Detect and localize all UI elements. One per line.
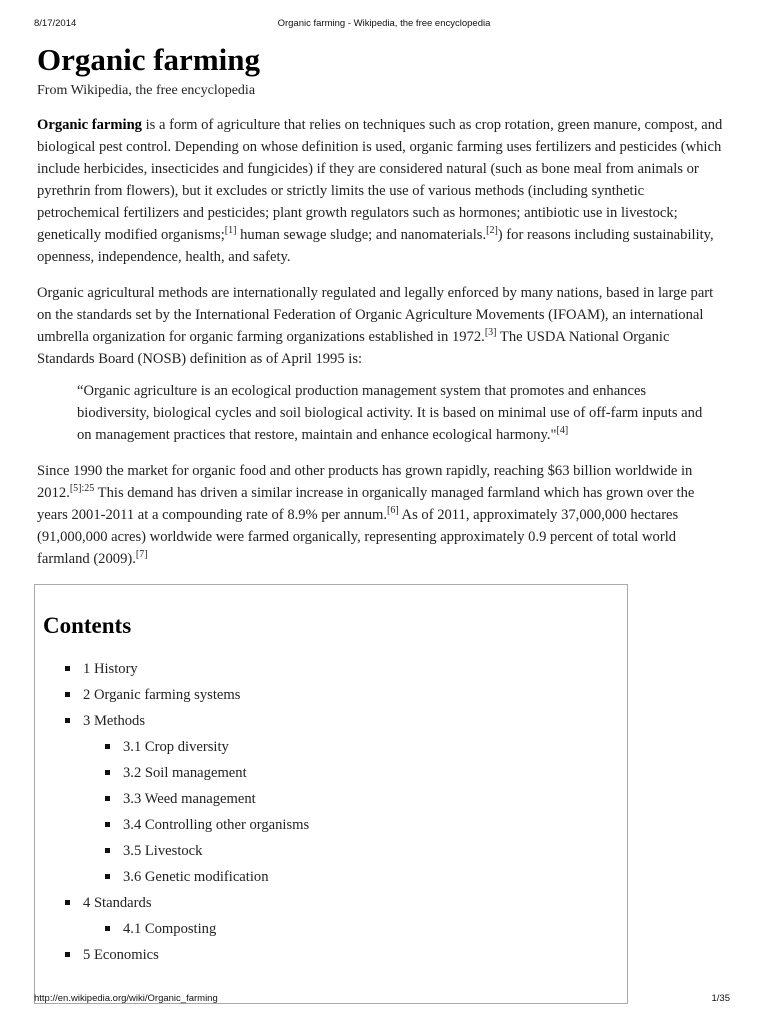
bullet-icon: [105, 822, 110, 827]
paragraph-text: The USDA National Organic Standards Board (NOSB) definition as of April 1995 is:: [37, 329, 670, 367]
bullet-icon: [105, 848, 110, 853]
toc-subitem[interactable]: [35, 916, 627, 942]
toc-subitem[interactable]: [35, 838, 627, 864]
print-date: 8/17/2014: [34, 18, 77, 29]
reference-link[interactable]: [3]: [484, 327, 497, 338]
article-body: [37, 36, 727, 570]
paragraph-text: This demand has driven a similar increase in organically managed farmland which has grown over the years 2001-2011 at a compounding rate of 8.9% per annum.: [37, 485, 695, 523]
paragraph-text: Organic agricultural methods are internationally regulated and legally enforced by many nations, based in large part on the standards set by the International Federation of Organic Agriculture Movements (IFOAM), an international umbrella organization for organic farming organizations established in 1972.: [37, 285, 714, 345]
reference-link[interactable]: [6]: [387, 505, 399, 516]
reference-link[interactable]: [4]: [556, 425, 569, 436]
toc-item[interactable]: [35, 890, 627, 916]
toc-item-label: 3 Methods: [83, 713, 146, 729]
toc-subitem[interactable]: [35, 734, 627, 760]
reference-link[interactable]: [7]: [135, 549, 148, 560]
toc-item-label: 3.5 Livestock: [123, 843, 203, 859]
print-url: http://en.wikipedia.org/wiki/Organic_farming: [34, 993, 218, 1004]
toc-heading: Contents: [43, 613, 132, 638]
bold-term: Organic farming: [37, 117, 142, 133]
toc-item-label: 3.6 Genetic modification: [123, 869, 269, 885]
bullet-icon: [65, 666, 70, 671]
paragraph-text: Since 1990 the market for organic food and other products has grown rapidly, reaching $63 billion worldwide in 2012.: [37, 463, 693, 501]
paragraph-text: As of 2011, approximately 37,000,000 hectares (91,000,000 acres) worldwide were farmed organically, representing approximately 0.9 percent of total world farmland (2009).: [37, 507, 679, 567]
reference-link[interactable]: [5]:25: [69, 483, 95, 494]
toc-item[interactable]: [35, 656, 627, 682]
bullet-icon: [105, 770, 110, 775]
regulation-paragraph: [37, 282, 727, 370]
toc-item[interactable]: [35, 708, 627, 734]
table-of-contents: [34, 584, 628, 1004]
toc-item-label: 3.1 Crop diversity: [123, 739, 229, 755]
toc-item-label: 1 History: [83, 661, 138, 677]
bullet-icon: [105, 744, 110, 749]
paragraph-text: is a form of agriculture that relies on techniques such as crop rotation, green manure, compost, and biological pest control. Depending on whose definition is used, organic farming uses fertilizers and pesticides (which include herbicides, insecticides and fungicides) if they are considered natural (such as bone meal from animals or pyrethrin from flowers), but it excludes or strictly limits the use of various methods (including synthetic petrochemical fertilizers and pesticides; plant growth regulators such as hormones; antibiotic use in livestock; genetically modified organisms;: [37, 117, 723, 243]
toc-subitem[interactable]: [35, 760, 627, 786]
toc-item[interactable]: [35, 682, 627, 708]
toc-subitem[interactable]: [35, 864, 627, 890]
intro-paragraph: [37, 114, 727, 268]
tagline: From Wikipedia, the free encyclopedia: [37, 83, 256, 98]
toc-item-label: 4 Standards: [83, 895, 152, 911]
reference-link[interactable]: [1]: [224, 225, 237, 236]
toc-item-label: 3.2 Soil management: [123, 765, 247, 781]
print-page-number: 1/35: [711, 993, 730, 1004]
market-paragraph: [37, 460, 727, 570]
page-title: Organic farming: [37, 42, 260, 77]
toc-subitem[interactable]: [35, 786, 627, 812]
toc-item-label: 5 Economics: [83, 947, 159, 963]
paragraph-text: ) for reasons including sustainability, openness, independence, health, and safety.: [37, 227, 714, 265]
bullet-icon: [65, 718, 70, 723]
bullet-icon: [65, 952, 70, 957]
toc-item-label: 3.3 Weed management: [123, 791, 256, 807]
toc-item-label: 2 Organic farming systems: [83, 687, 241, 703]
definition-quote: [77, 380, 717, 446]
bullet-icon: [65, 692, 70, 697]
toc-list: [35, 656, 627, 968]
print-header-title: Organic farming - Wikipedia, the free encyclopedia: [277, 18, 491, 29]
bullet-icon: [105, 926, 110, 931]
toc-item-label: 3.4 Controlling other organisms: [123, 817, 310, 833]
paragraph-text: human sewage sludge; and nanomaterials.: [236, 227, 487, 243]
bullet-icon: [105, 796, 110, 801]
toc-item-label: 4.1 Composting: [123, 921, 217, 937]
reference-link[interactable]: [2]: [486, 225, 498, 236]
toc-subitem[interactable]: [35, 812, 627, 838]
bullet-icon: [105, 874, 110, 879]
bullet-icon: [65, 900, 70, 905]
quote-text: “Organic agriculture is an ecological production management system that promotes and enhances biodiversity, biological cycles and soil biological activity. It is based on minimal use of off-farm inputs and on management practices that restore, maintain and enhance ecological harmony.": [77, 383, 703, 443]
toc-item[interactable]: [35, 942, 627, 968]
